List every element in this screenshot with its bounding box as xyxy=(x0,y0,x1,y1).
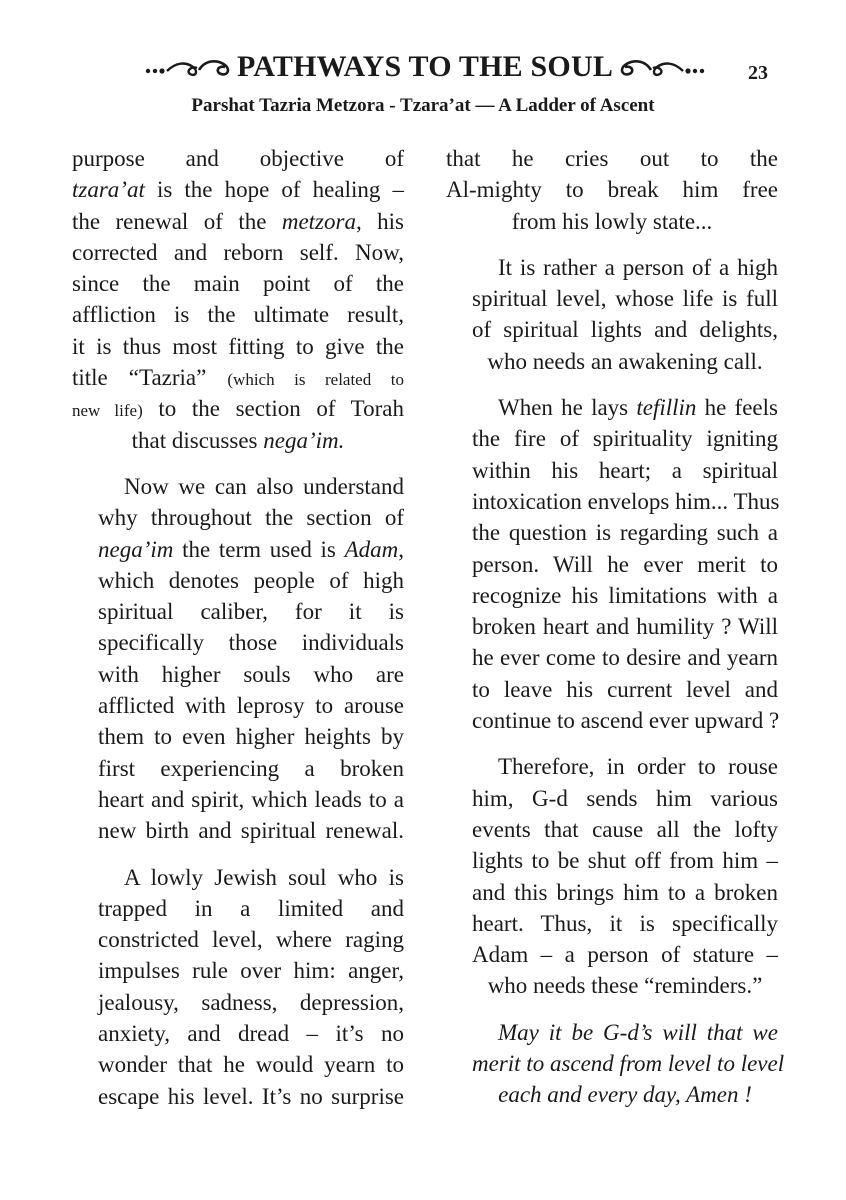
paragraph xyxy=(72,143,404,456)
text-line: Now we can also understand xyxy=(124,473,404,499)
text-line: Therefore, in order to rouse xyxy=(498,754,778,780)
text-line: constricted level, where raging xyxy=(98,927,404,953)
text-line: why throughout the section of xyxy=(98,505,404,531)
text-line: purpose and objective of xyxy=(72,146,404,171)
text-line: new birth and spiritual renewal. xyxy=(98,818,404,844)
text-line: afflicted with leprosy to arouse xyxy=(98,693,404,719)
paragraph xyxy=(446,143,778,237)
text-line: trapped in a limited and xyxy=(98,895,404,921)
text-line: spiritual caliber, for it is xyxy=(98,599,404,625)
text-line: that discusses nega’im. xyxy=(131,427,345,453)
text-line: When he lays tefillin he feels xyxy=(498,395,778,421)
right-flourish-icon xyxy=(617,55,705,79)
paragraph xyxy=(446,392,778,736)
text-line: It is rather a person of a high xyxy=(498,254,778,280)
text-line: person. Will he ever merit to xyxy=(472,551,778,577)
text-line: who needs an awakening call. xyxy=(487,348,763,374)
text-line: specifically those individuals xyxy=(98,630,404,656)
text-line: and this brings him to a broken xyxy=(472,879,778,905)
text-line: to leave his current level and xyxy=(472,676,778,702)
text-line: that he cries out to the xyxy=(446,146,778,171)
text-line: affliction is the ultimate result, xyxy=(72,302,404,328)
text-line: events that cause all the lofty xyxy=(472,816,778,842)
text-line: from his lowly state... xyxy=(511,208,713,234)
text-line: the fire of spirituality igniting xyxy=(472,426,778,452)
text-line: spiritual level, whose life is full xyxy=(472,286,778,312)
text-line: escape his level. It’s no surprise xyxy=(98,1083,404,1109)
text-line: since the main point of the xyxy=(72,271,404,297)
text-line: of spiritual lights and delights, xyxy=(472,317,778,343)
text-line: he ever come to desire and yearn xyxy=(472,645,778,671)
text-line: A lowly Jewish soul who is xyxy=(124,864,404,890)
page-number: 23 xyxy=(748,62,768,84)
text-line: intoxication envelops him... Thus xyxy=(472,488,780,514)
text-line: him, G-d sends him various xyxy=(472,785,778,811)
text-line: Al-mighty to break him free xyxy=(446,177,778,203)
text-line: recognize his limitations with a xyxy=(472,582,778,608)
text-line: with higher souls who are xyxy=(98,661,404,687)
text-line: merit to ascend from level to level xyxy=(472,1051,785,1077)
paragraph xyxy=(446,252,778,377)
text-line: them to even higher heights by xyxy=(98,724,404,750)
text-line: the renewal of the metzora, his xyxy=(72,208,404,234)
right-column xyxy=(446,143,785,1126)
text-line: lights to be shut off from him – xyxy=(472,848,778,874)
text-line: which denotes people of high xyxy=(98,567,404,593)
text-line: broken heart and humility ? Will xyxy=(472,614,778,640)
text-line: new life) to the section of Torah xyxy=(72,396,404,422)
left-flourish-icon xyxy=(145,55,233,79)
text-line: jealousy, sadness, depression, xyxy=(98,989,404,1015)
text-line: tzara’at is the hope of healing – xyxy=(72,177,404,203)
page-title: PATHWAYS TO THE SOUL xyxy=(236,50,614,83)
page-header xyxy=(0,50,846,90)
text-line: title “Tazria” (which is related to xyxy=(72,365,404,391)
text-line: first experiencing a broken xyxy=(98,755,404,781)
paragraph xyxy=(72,471,404,847)
left-column xyxy=(72,143,404,1127)
text-line: within his heart; a spiritual xyxy=(472,457,778,483)
text-line: continue to ascend ever upward ? xyxy=(472,708,780,734)
text-line: the question is regarding such a xyxy=(472,520,778,546)
text-line: it is thus most fitting to give the xyxy=(72,333,404,359)
text-line: impulses rule over him: anger, xyxy=(98,958,404,984)
text-line: wonder that he would yearn to xyxy=(98,1052,404,1078)
section-subtitle: Parshat Tazria Metzora - Tzara’at — A Ladder of Ascent xyxy=(191,95,655,116)
paragraph xyxy=(72,862,404,1112)
text-line: May it be G-d’s will that we xyxy=(498,1019,778,1045)
text-line: heart. Thus, it is specifically xyxy=(472,910,778,936)
text-line: Adam – a person of stature – xyxy=(472,942,778,968)
text-line: nega’im the term used is Adam, xyxy=(98,536,404,562)
closing-blessing xyxy=(446,1017,785,1111)
text-line: anxiety, and dread – it’s no xyxy=(98,1021,404,1047)
text-line: each and every day, Amen ! xyxy=(498,1082,752,1108)
text-line: who needs these “reminders.” xyxy=(487,973,763,999)
text-line: heart and spirit, which leads to a xyxy=(98,786,404,812)
running-title xyxy=(130,50,720,84)
paragraph xyxy=(446,751,778,1001)
text-line: corrected and reborn self. Now, xyxy=(72,239,404,265)
